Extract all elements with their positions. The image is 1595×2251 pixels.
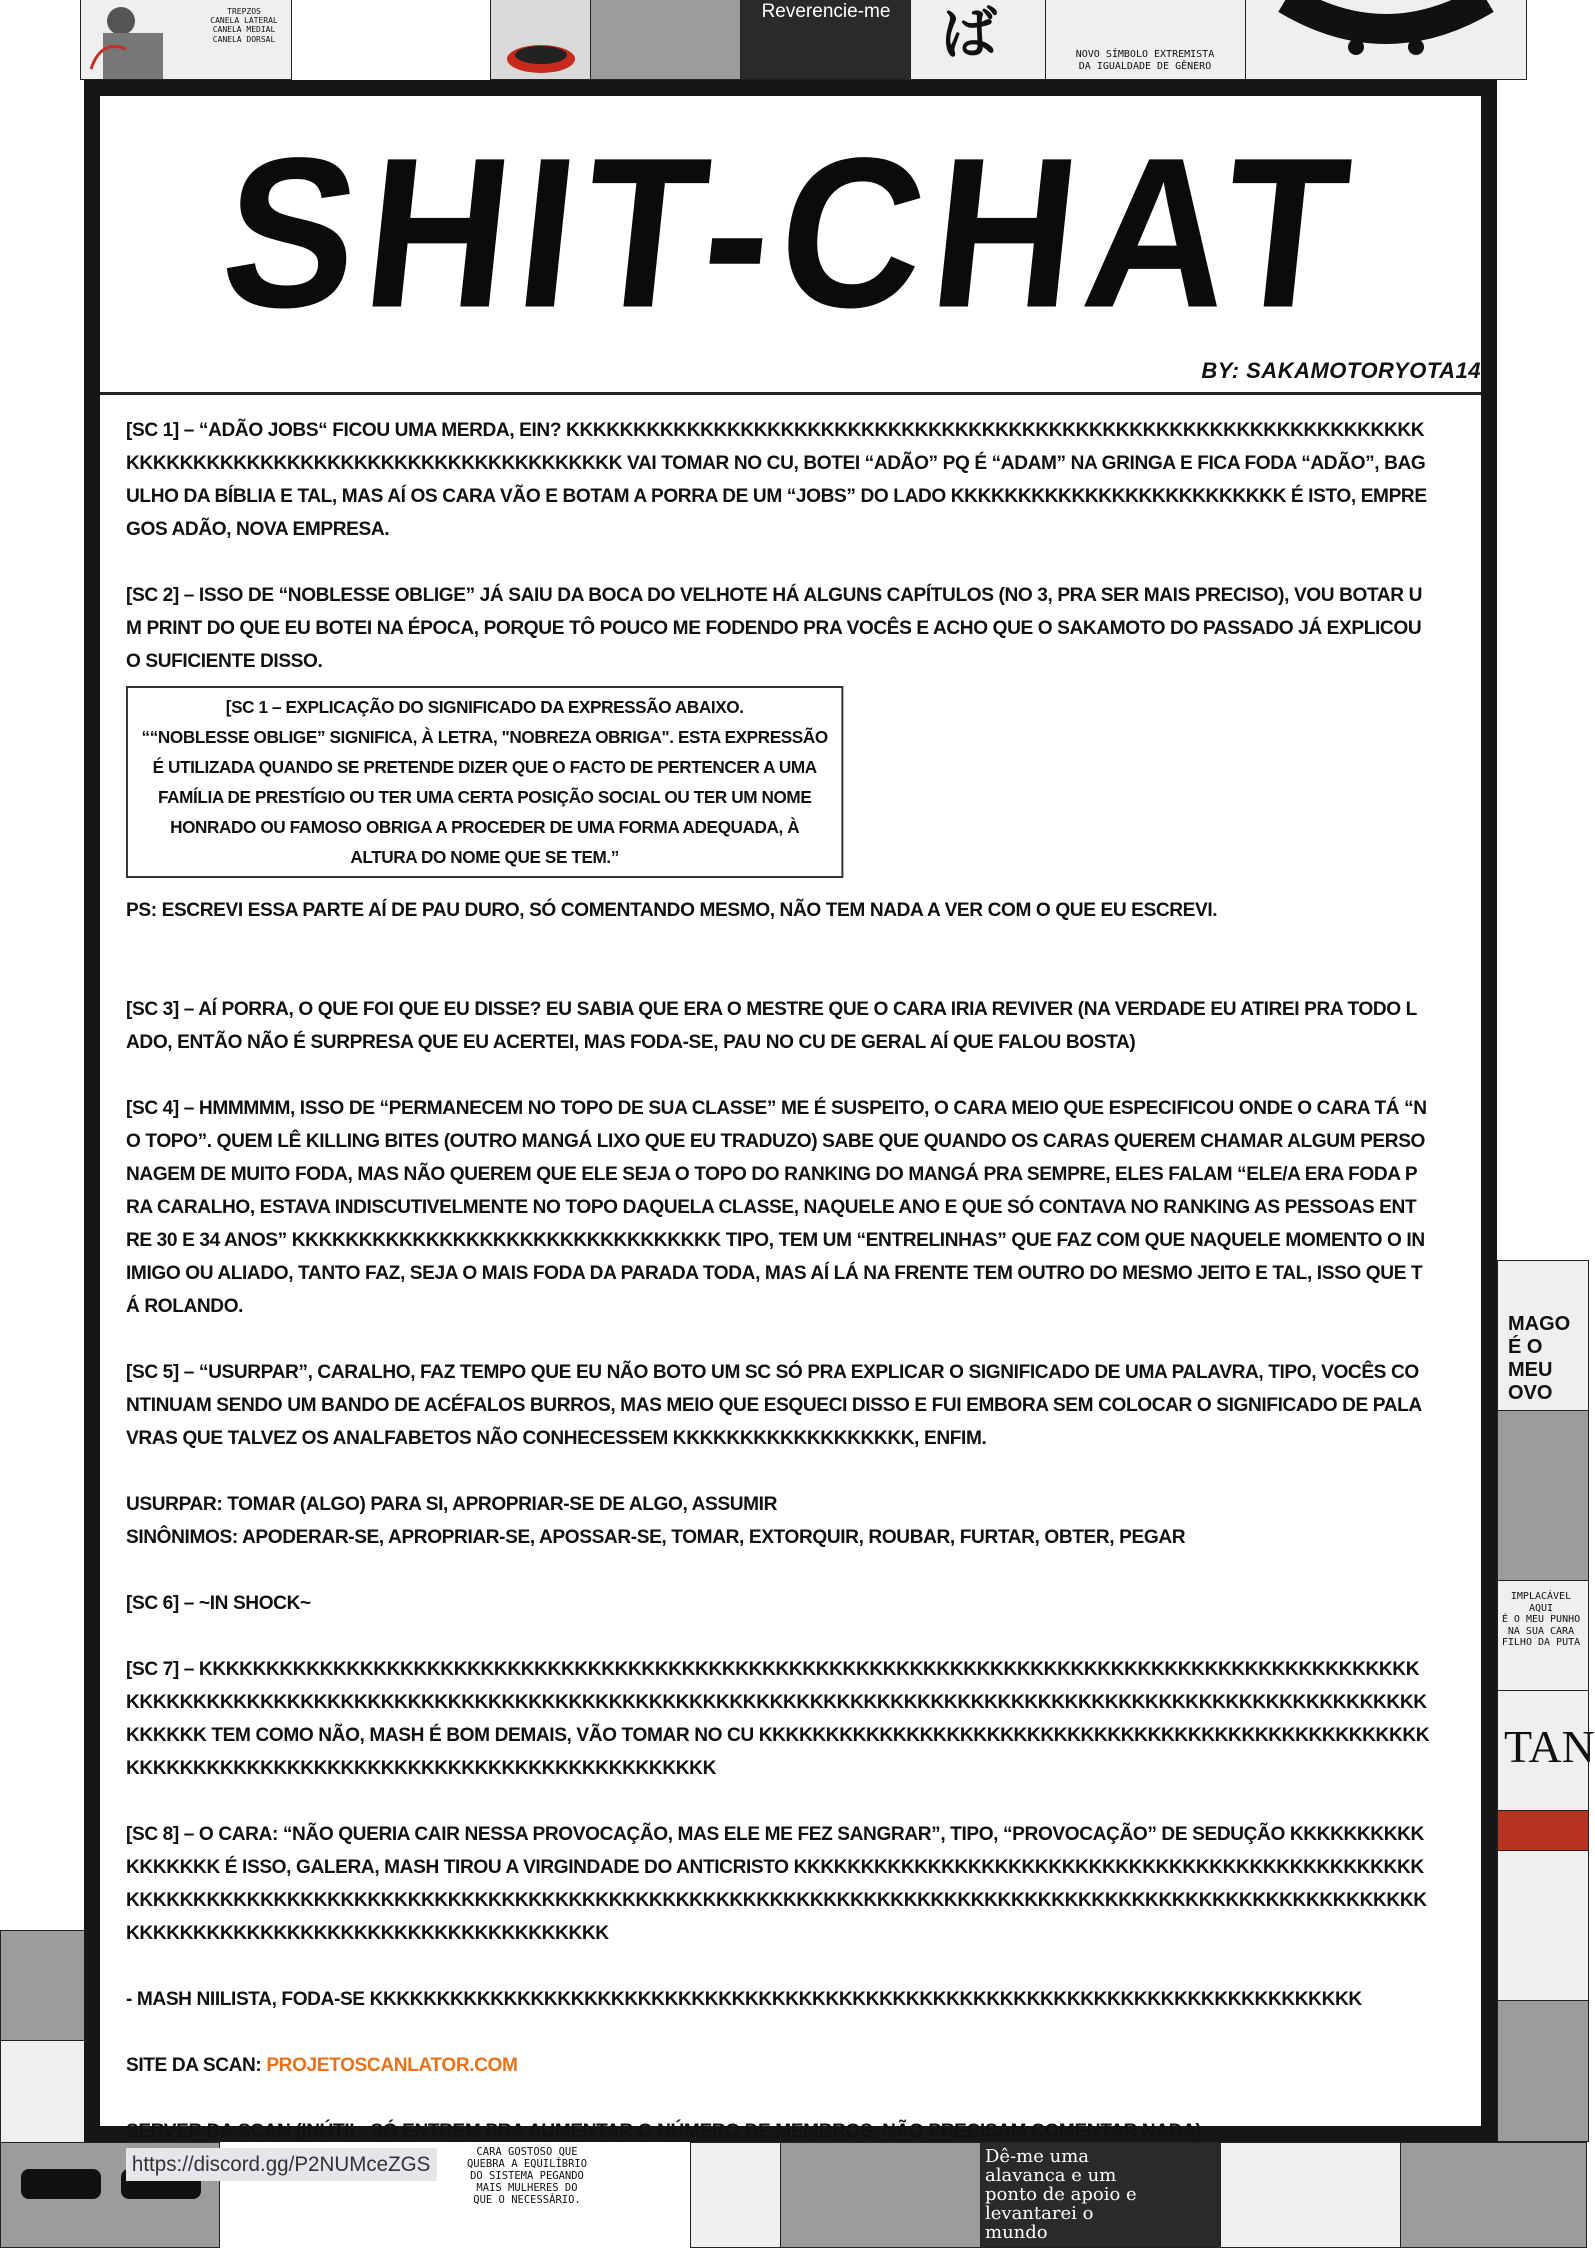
- notes-body: [126, 414, 1429, 2182]
- frying-pan-icon: [491, 0, 591, 79]
- punho-caption: IMPLACÁVEL AQUI É O MEU PUNHO NA SUA CARA FILHO DA PUTA: [1501, 1591, 1581, 1648]
- note-sc4: [SC 4] – HMMMMM, ISSO DE “PERMANECEM NO TOPO DE SUA CLASSE” ME É SUSPEITO, O CARA MEIO QUE ESPECIFICOU ONDE O CARA TÁ “NO TOPO”. QUEM LÊ KILLING BITES (OUTRO MANGÁ LIXO QUE EU TRADUZO) SABE QUE QUANDO OS CARAS QUEREM CHAMAR ALGUM PERSONAGEM DE MUITO FODA, MAS NÃO QUEREM QUE ELE SEJA O TOPO DO RANKING DO MANGÁ PRA SEMPRE, ELES FALAM “ELE/A ERA FODA PRA CARALHO, ESTAVA INDISCUTIVELMENTE NO TOPO DAQUELA CLASSE, NAQUELE ANO E QUE SÓ CONTAVA NO RANKING AS PESSOAS ENTRE 30 E 34 ANOS” KKKKKKKKKKKKKKKKKKKKKKKKKKKKKKKK TIPO, TEM UM “ENTRELINHAS” QUE FAZ COM QUE NAQUELE MOMENTO O INIMIGO OU ALIADO, TANTO FAZ, SEJA O MAIS FODA DA PARADA TODA, MAS AÍ LÁ NA FRENTE TEM OUTRO DO MESMO JEITO E TAL, ISSO QUE TÁ ROLANDO.: [126, 1097, 1427, 1317]
- server-line: [126, 2115, 1429, 2182]
- title-section: [100, 96, 1481, 395]
- note-sc3: [SC 3] – AÍ PORRA, O QUE FOI QUE EU DISSE? EU SABIA QUE ERA O MESTRE QUE O CARA IRIA REVIVER (NA VERDADE EU ATIREI PRA TODO LADO, ENTÃO NÃO É SURPRESA QUE EU ACERTEI, MAS FODA-SE, PAU NO CU DE GERAL AÍ QUE FALOU BOSTA): [126, 998, 1417, 1053]
- note-ps: PS: ESCREVI ESSA PARTE AÍ DE PAU DURO, SÓ COMENTANDO MESMO, NÃO TEM NADA A VER COM O QUE EU ESCREVI.: [126, 899, 1218, 921]
- gender-caption: NOVO SÍMBOLO EXTREMISTA DA IGUALDADE DE GÊNERO: [1075, 49, 1215, 72]
- note-sc1: [SC 1] – “ADÃO JOBS“ FICOU UMA MERDA, EIN? KKKKKKKKKKKKKKKKKKKKKKKKKKKKKKKKKKKKKKKKKKKKKKKKKKKKKKKKKKKKKKKKKKKKKKKKKKKKKKKKKKKKKKKKKKKKKKKKKKKKK VAI TOMAR NO CU, BOTEI “ADÃO” PQ É “ADAM” NA GRINGA E FICA FODA “ADÃO”, BAGULHO DA BÍBLIA E TAL, MAS AÍ OS CARA VÃO E BOTAM A PORRA DE UM “JOBS” DO LADO KKKKKKKKKKKKKKKKKKKKKKKKK É ISTO, EMPREGOS ADÃO, NOVA EMPRESA.: [126, 419, 1427, 540]
- note-sc5: [SC 5] – “USURPAR”, CARALHO, FAZ TEMPO QUE EU NÃO BOTO UM SC SÓ PRA EXPLICAR O SIGNIFICADO DE UMA PALAVRA, TIPO, VOCÊS CONTINUAM SENDO UM BANDO DE ACÉFALOS BURROS, MAS MEIO QUE ESQUECI DISSO E FUI EMBORA SEM COLOCAR O SIGNIFICADO DE PALAVRAS QUE TALVEZ OS ANALFABETOS NÃO CONHECESSEM KKKKKKKKKKKKKKKKKK, ENFIM.: [126, 1361, 1422, 1449]
- site-label: SITE DA SCAN:: [126, 2054, 267, 2076]
- manga-panel-gender: [1045, 0, 1247, 80]
- top-collage: [0, 0, 1583, 82]
- discord-link[interactable]: https://discord.gg/P2NUMceZGS: [126, 2148, 436, 2181]
- site-link[interactable]: PROJETOSCANLATOR.COM: [266, 2054, 518, 2076]
- server-label: SERVER DA SCAN (INÚTIL, SÓ ENTREM PRA AUMENTAR O NÚMERO DE MEMBROS, NÃO PRECISAM COMENTAR NADA):: [126, 2120, 1208, 2142]
- left-collage: [0, 1930, 84, 2144]
- face-icon: [1246, 0, 1526, 79]
- manga-panel-mago: [1497, 1260, 1589, 1412]
- alavanca-caption: Dê-me uma alavanca e um ponto de apoio e levantarei o mundo: [985, 2146, 1137, 2243]
- manga-panel-figure: [590, 0, 742, 80]
- manga-panel-punho: [1497, 1580, 1589, 1692]
- manga-panel-pan: [490, 0, 592, 80]
- manga-panel-anatomy: [80, 0, 292, 80]
- manga-panel-kana: [910, 0, 1047, 80]
- bodybuilder-figure-icon: [81, 0, 201, 79]
- reverence-caption: Reverencie-me: [761, 1, 891, 22]
- manga-panel-red: [1497, 1810, 1589, 1852]
- mago-caption: MAGO É O MEU OVO: [1508, 1313, 1571, 1404]
- anatomy-caption: TREPZOS CANELA LATERAL CANELA MEDIAL CANELA DORSAL: [210, 7, 278, 44]
- page-title: SHIT-CHAT: [212, 113, 1369, 352]
- tan-caption: TAN: [1504, 1721, 1595, 1772]
- main-frame: [84, 80, 1497, 2176]
- manga-panel-left-1: [0, 1930, 88, 2042]
- note-sc8: [SC 8] – O CARA: “NÃO QUERIA CAIR NESSA PROVOCAÇÃO, MAS ELE ME FEZ SANGRAR”, TIPO, “PROVOCAÇÃO” DE SEDUÇÃO KKKKKKKKKKKKKKKKK É ISSO, GALERA, MASH TIROU A VIRGINDADE DO ANTICRISTO KKKKKKKKKKKKKKKKKKKKKKKKKKKKKKKKKKKKKKKKKKKKKKKKKKKKKKKKKKKKKKKKKKKKKKKKKKKKKKKKKKKKKKKKKKKKKKKKKKKKKKKKKKKKKKKKKKKKKKKKKKKKKKKKKKKKKKKKKKKKKKKKKKKKKKKKKKKKKKKKKKKKKKKKKKKKKKKKKKKK: [126, 1823, 1427, 1944]
- manga-panel-woman: [1497, 1850, 1589, 2002]
- manga-panel-left-2: [0, 2040, 88, 2146]
- manga-panel-face: [1245, 0, 1527, 80]
- quote-box: [126, 686, 843, 878]
- cara-gostoso-caption: CARA GOSTOSO QUE QUEBRA A EQUILÍBRIO DO SISTEMA PEGANDO MAIS MULHERES DO QUE O NECESSÁRIO.: [466, 2146, 588, 2207]
- note-sc6: [SC 6] – ~IN SHOCK~: [126, 1592, 311, 1614]
- note-usurpar: USURPAR: TOMAR (ALGO) PARA SI, APROPRIAR-SE DE ALGO, ASSUMIR: [126, 1493, 778, 1515]
- quote-text: ““NOBLESSE OBLIGE” SIGNIFICA, À LETRA, "NOBREZA OBRIGA". ESTA EXPRESSÃO É UTILIZADA QUANDO SE PRETENDE DIZER QUE O FACTO DE PERTENCER A UMA FAMÍLIA DE PRESTÍGIO OU TER UMA CERTA POSIÇÃO SOCIAL OU TER UM NOME HONRADO OU FAMOSO OBRIGA A PROCEDER DE UMA FORMA ADEQUADA, À ALTURA DO NOME QUE SE TEM.”: [141, 727, 828, 867]
- right-collage: [1497, 1260, 1595, 2140]
- kana-glyph: ば: [941, 2, 997, 67]
- quote-title: [SC 1 – EXPLICAÇÃO DO SIGNIFICADO DA EXPRESSÃO ABAIXO.: [225, 697, 744, 717]
- manga-panel-fighters: [1497, 1410, 1589, 1582]
- byline: BY: SAKAMOTORYOTA14: [1201, 358, 1481, 383]
- manga-panel-tan: [1497, 1690, 1595, 1812]
- note-sc2: [SC 2] – ISSO DE “NOBLESSE OBLIGE” JÁ SAIU DA BOCA DO VELHOTE HÁ ALGUNS CAPÍTULOS (NO 3, PRA SER MAIS PRECISO), VOU BOTAR UM PRINT DO QUE EU BOTEI NA ÉPOCA, PORQUE TÔ POUCO ME FODENDO PRA VOCÊS E ACHO QUE O SAKAMOTO DO PASSADO JÁ EXPLICOU O SUFICIENTE DISSO.: [126, 584, 1422, 672]
- note-mash: - MASH NIILISTA, FODA-SE KKKKKKKKKKKKKKKKKKKKKKKKKKKKKKKKKKKKKKKKKKKKKKKKKKKKKKKKKKKKKKKKKKKKKKKKKK: [126, 1988, 1362, 2010]
- manga-panel-crying: [1497, 2000, 1589, 2142]
- manga-panel-reverence: [740, 0, 912, 80]
- note-sinonimos: SINÔNIMOS: APODERAR-SE, APROPRIAR-SE, APOSSAR-SE, TOMAR, EXTORQUIR, ROUBAR, FURTAR, OBTER, PEGAR: [126, 1526, 1186, 1548]
- content-sheet: [100, 96, 1481, 2176]
- site-line: [126, 2049, 1429, 2082]
- note-sc7: [SC 7] – KKKKKKKKKKKKKKKKKKKKKKKKKKKKKKKKKKKKKKKKKKKKKKKKKKKKKKKKKKKKKKKKKKKKKKKKKKKKKKKKKKKKKKKKKKKKKKKKKKKKKKKKKKKKKKKKKKKKKKKKKKKKKKKKKKKKKKKKKKKKKKKKKKKKKKKKKKKKKKKKKKKKKKKKKKKKKKKKKKKKKKKKKKKKKKKKKK TEM COMO NÃO, MASH É BOM DEMAIS, VÃO TOMAR NO CU KKKKKKKKKKKKKKKKKKKKKKKKKKKKKKKKKKKKKKKKKKKKKKKKKKKKKKKKKKKKKKKKKKKKKKKKKKKKKKKKKKKKKKKKKKKKKK: [126, 1658, 1430, 1779]
